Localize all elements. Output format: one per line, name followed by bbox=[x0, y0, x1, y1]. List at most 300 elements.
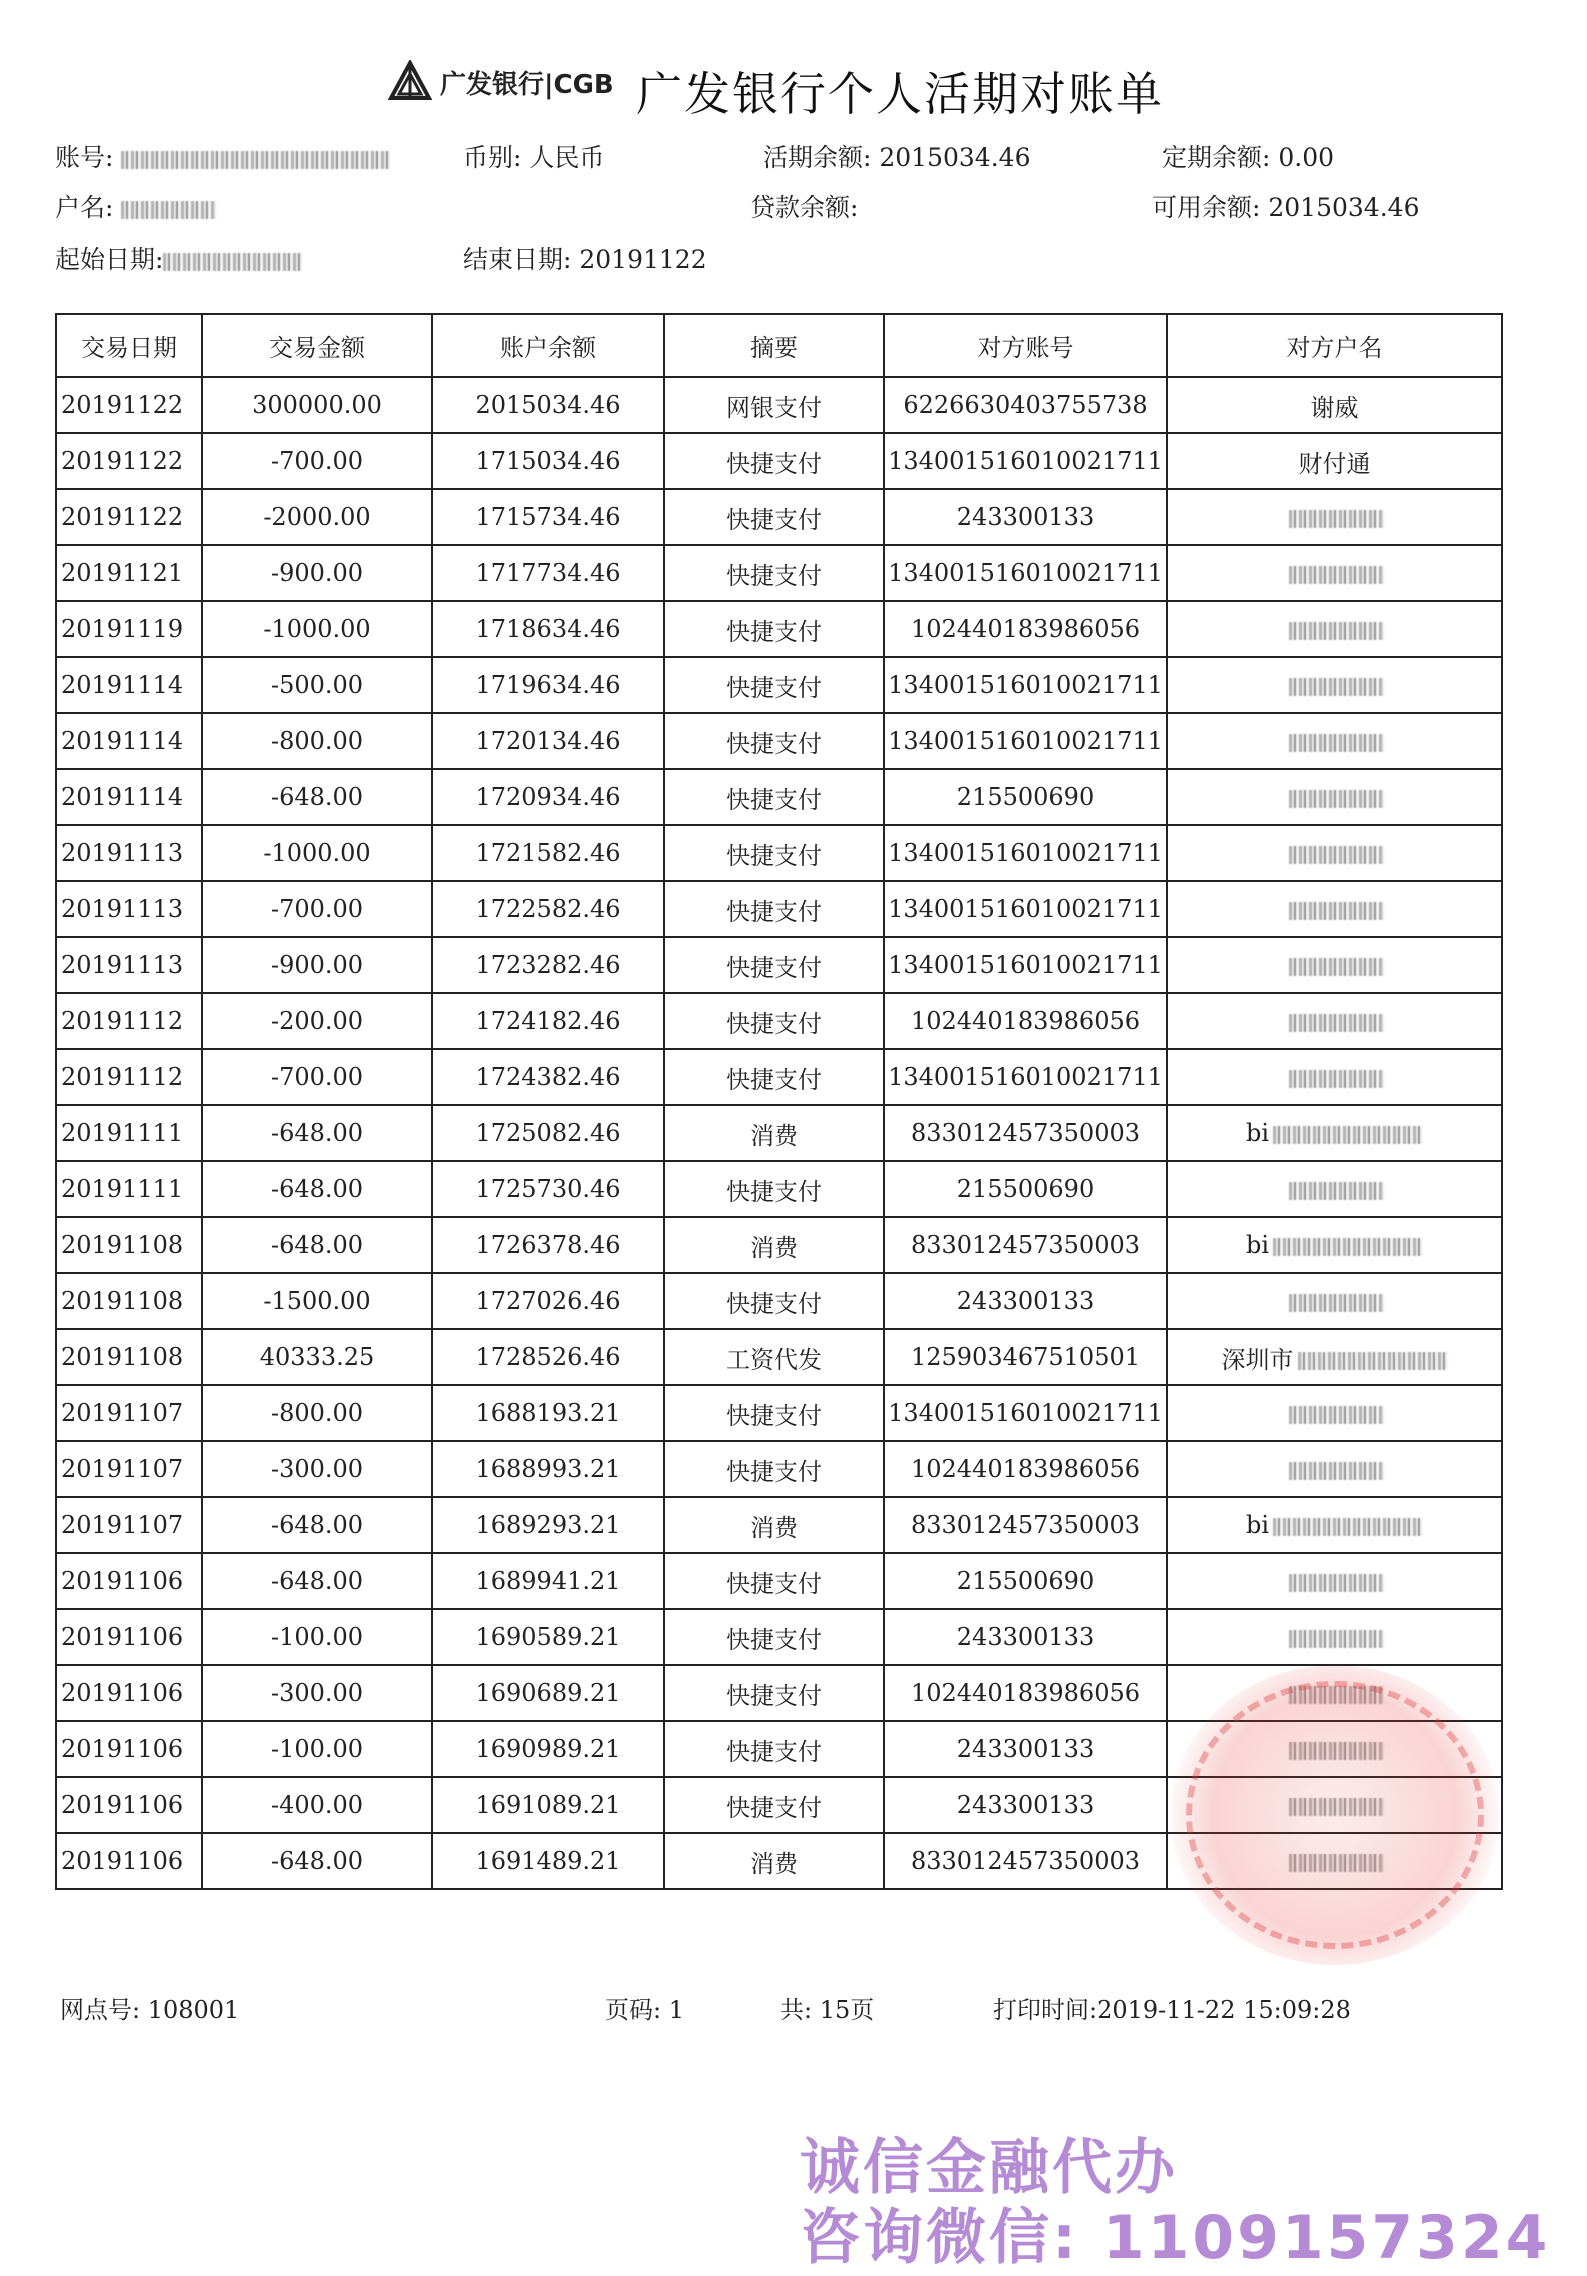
cell-counterparty-account bbox=[884, 1833, 1167, 1889]
cell-text: -1500.00 bbox=[263, 1287, 371, 1315]
redacted-counterparty bbox=[1273, 1518, 1423, 1536]
cell-text: -100.00 bbox=[270, 1623, 364, 1651]
table-row bbox=[56, 1161, 1502, 1217]
cell-text: 1728526.46 bbox=[475, 1343, 621, 1371]
cell-text: 20191107 bbox=[61, 1399, 184, 1427]
cell-text: 243300133 bbox=[956, 1791, 1095, 1819]
cell-text: 1722582.46 bbox=[475, 895, 621, 923]
table-row bbox=[56, 825, 1502, 881]
cell-balance bbox=[432, 713, 664, 769]
cell-date bbox=[56, 1273, 202, 1329]
cell-text: 工资代发 bbox=[726, 1345, 822, 1374]
cell-counterparty-account bbox=[884, 1777, 1167, 1833]
cell-text: 快捷支付 bbox=[726, 953, 822, 982]
cell-balance bbox=[432, 433, 664, 489]
cell-text: 快捷支付 bbox=[726, 561, 822, 590]
cell-text: 134001516010021711 bbox=[888, 839, 1163, 867]
cell-amount bbox=[202, 825, 432, 881]
cell-counterparty-account bbox=[884, 993, 1167, 1049]
cell-counterparty-account bbox=[884, 545, 1167, 601]
cell-date bbox=[56, 545, 202, 601]
cell-summary bbox=[664, 377, 884, 433]
cell-text: 20191119 bbox=[61, 615, 184, 643]
cell-balance bbox=[432, 1553, 664, 1609]
table-row bbox=[56, 937, 1502, 993]
cell-text: -648.00 bbox=[270, 783, 364, 811]
cell-summary bbox=[664, 1721, 884, 1777]
cell-text: 1727026.46 bbox=[475, 1287, 621, 1315]
cell-counterparty-account bbox=[884, 713, 1167, 769]
cell-counterparty-name bbox=[1167, 1721, 1502, 1777]
cell-date bbox=[56, 1161, 202, 1217]
table-body bbox=[56, 377, 1502, 1889]
cell-text: bi bbox=[1245, 1119, 1270, 1147]
cell-summary bbox=[664, 1105, 884, 1161]
cell-text: 1724182.46 bbox=[475, 1007, 621, 1035]
cell-amount bbox=[202, 713, 432, 769]
cell-balance bbox=[432, 1385, 664, 1441]
cell-text: 125903467510501 bbox=[910, 1343, 1141, 1371]
redacted-counterparty bbox=[1289, 1014, 1384, 1032]
cell-balance bbox=[432, 769, 664, 825]
cell-text: 1690989.21 bbox=[475, 1735, 621, 1763]
cell-text: -700.00 bbox=[270, 447, 364, 475]
cell-amount bbox=[202, 601, 432, 657]
cell-text: 1719634.46 bbox=[475, 671, 621, 699]
cell-text: 1690589.21 bbox=[475, 1623, 621, 1651]
table-row bbox=[56, 993, 1502, 1049]
cell-amount bbox=[202, 1553, 432, 1609]
cell-text: 1720134.46 bbox=[475, 727, 621, 755]
account-name: 户名: bbox=[55, 188, 216, 224]
cell-balance bbox=[432, 1777, 664, 1833]
cell-date bbox=[56, 601, 202, 657]
cell-counterparty-account bbox=[884, 1609, 1167, 1665]
cell-text: -648.00 bbox=[270, 1511, 364, 1539]
cell-text: 20191122 bbox=[61, 447, 184, 475]
redacted-name bbox=[121, 201, 216, 219]
end-date: 结束日期: 20191122 bbox=[463, 245, 707, 274]
cell-text: -200.00 bbox=[270, 1007, 364, 1035]
cell-text: 134001516010021711 bbox=[888, 951, 1163, 979]
cell-text: 20191113 bbox=[61, 951, 184, 979]
cell-counterparty-account bbox=[884, 825, 1167, 881]
cell-text: -900.00 bbox=[270, 559, 364, 587]
cell-summary bbox=[664, 489, 884, 545]
cell-text: -400.00 bbox=[270, 1791, 364, 1819]
cell-text: 243300133 bbox=[956, 1735, 1095, 1763]
cell-date bbox=[56, 1609, 202, 1665]
cell-date bbox=[56, 433, 202, 489]
cell-amount bbox=[202, 1497, 432, 1553]
cell-counterparty-name bbox=[1167, 937, 1502, 993]
cell-text: 20191107 bbox=[61, 1511, 184, 1539]
cell-text: 20191112 bbox=[61, 1063, 184, 1091]
cell-date bbox=[56, 1329, 202, 1385]
cell-text: 833012457350003 bbox=[910, 1511, 1141, 1539]
cell-text: 快捷支付 bbox=[726, 729, 822, 758]
cell-amount bbox=[202, 1329, 432, 1385]
cell-summary bbox=[664, 825, 884, 881]
cell-counterparty-name bbox=[1167, 1161, 1502, 1217]
table-row bbox=[56, 377, 1502, 433]
cell-date bbox=[56, 1049, 202, 1105]
cell-counterparty-name bbox=[1167, 1441, 1502, 1497]
redacted-counterparty bbox=[1289, 1630, 1384, 1648]
cell-amount bbox=[202, 1777, 432, 1833]
cell-summary bbox=[664, 1553, 884, 1609]
cell-summary bbox=[664, 1665, 884, 1721]
cell-text: 20191112 bbox=[61, 1007, 184, 1035]
cell-text: 快捷支付 bbox=[726, 1065, 822, 1094]
available-balance: 可用余额: 2015034.46 bbox=[1152, 193, 1420, 222]
cell-text: 20191121 bbox=[61, 559, 184, 587]
cell-text: 消费 bbox=[750, 1513, 798, 1542]
cell-text: 1720934.46 bbox=[475, 783, 621, 811]
cell-text: 300000.00 bbox=[252, 391, 382, 419]
table-row bbox=[56, 1385, 1502, 1441]
cell-text: -648.00 bbox=[270, 1847, 364, 1875]
loan-balance: 贷款余额: bbox=[750, 193, 859, 222]
cell-date bbox=[56, 993, 202, 1049]
cell-balance bbox=[432, 489, 664, 545]
cell-summary bbox=[664, 1441, 884, 1497]
cell-text: 快捷支付 bbox=[726, 897, 822, 926]
cell-counterparty-name bbox=[1167, 545, 1502, 601]
cell-text: 1723282.46 bbox=[475, 951, 621, 979]
cell-text: -648.00 bbox=[270, 1119, 364, 1147]
cell-balance bbox=[432, 1665, 664, 1721]
table-row bbox=[56, 489, 1502, 545]
cell-text: 快捷支付 bbox=[726, 1177, 822, 1206]
cell-text: 20191122 bbox=[61, 391, 184, 419]
cell-balance bbox=[432, 1721, 664, 1777]
currency: 币别: 人民币 bbox=[463, 143, 605, 172]
cell-summary bbox=[664, 1329, 884, 1385]
cell-amount bbox=[202, 1833, 432, 1889]
cell-text: 消费 bbox=[750, 1849, 798, 1878]
cell-date bbox=[56, 1833, 202, 1889]
cell-text: -2000.00 bbox=[263, 503, 371, 531]
cell-counterparty-name bbox=[1167, 881, 1502, 937]
cell-date bbox=[56, 1721, 202, 1777]
redacted-counterparty bbox=[1273, 1238, 1423, 1256]
cell-text: 102440183986056 bbox=[910, 1679, 1141, 1707]
cell-date bbox=[56, 1665, 202, 1721]
redacted-counterparty bbox=[1289, 678, 1384, 696]
cell-counterparty-account bbox=[884, 657, 1167, 713]
table-row bbox=[56, 1273, 1502, 1329]
cell-text: 243300133 bbox=[956, 503, 1095, 531]
cell-counterparty-name bbox=[1167, 657, 1502, 713]
cell-text: 20191108 bbox=[61, 1343, 184, 1371]
cell-counterparty-account bbox=[884, 1665, 1167, 1721]
cell-amount bbox=[202, 1217, 432, 1273]
cell-counterparty-name bbox=[1167, 489, 1502, 545]
cell-text: 1726378.46 bbox=[475, 1231, 621, 1259]
cell-text: 20191108 bbox=[61, 1231, 184, 1259]
cell-text: 快捷支付 bbox=[726, 505, 822, 534]
cell-amount bbox=[202, 545, 432, 601]
cell-counterparty-account bbox=[884, 1441, 1167, 1497]
cell-counterparty-account bbox=[884, 1217, 1167, 1273]
redacted-counterparty bbox=[1289, 510, 1384, 528]
cell-text: -500.00 bbox=[270, 671, 364, 699]
table-header-row bbox=[56, 314, 1502, 377]
cell-amount bbox=[202, 993, 432, 1049]
cell-balance bbox=[432, 1105, 664, 1161]
table-row bbox=[56, 545, 1502, 601]
table-row bbox=[56, 769, 1502, 825]
cell-text: -1000.00 bbox=[263, 839, 371, 867]
cell-balance bbox=[432, 937, 664, 993]
cell-balance bbox=[432, 881, 664, 937]
cell-summary bbox=[664, 601, 884, 657]
cell-summary bbox=[664, 1273, 884, 1329]
cell-text: 1721582.46 bbox=[475, 839, 621, 867]
redacted-counterparty bbox=[1289, 1462, 1384, 1480]
cell-text: 快捷支付 bbox=[726, 785, 822, 814]
table-row bbox=[56, 1553, 1502, 1609]
cell-text: 20191114 bbox=[61, 671, 184, 699]
cell-balance bbox=[432, 1833, 664, 1889]
watermark-line-1: 诚信金融代办 bbox=[800, 2133, 1178, 2203]
cell-amount bbox=[202, 1441, 432, 1497]
start-date: 起始日期: bbox=[55, 240, 303, 276]
cell-counterparty-name bbox=[1167, 1833, 1502, 1889]
cell-summary bbox=[664, 713, 884, 769]
cell-counterparty-name bbox=[1167, 1273, 1502, 1329]
cgb-logo-icon bbox=[388, 60, 432, 104]
cell-balance bbox=[432, 1329, 664, 1385]
cell-text: 20191111 bbox=[61, 1119, 184, 1147]
cell-text: 快捷支付 bbox=[726, 449, 822, 478]
cell-text: 快捷支付 bbox=[726, 1401, 822, 1430]
cell-counterparty-account bbox=[884, 489, 1167, 545]
cell-date bbox=[56, 881, 202, 937]
cell-date bbox=[56, 1441, 202, 1497]
cell-text: 102440183986056 bbox=[910, 1007, 1141, 1035]
redacted-counterparty bbox=[1289, 1854, 1384, 1872]
table-row bbox=[56, 1665, 1502, 1721]
cell-balance bbox=[432, 993, 664, 1049]
cell-summary bbox=[664, 657, 884, 713]
table-row bbox=[56, 713, 1502, 769]
cell-summary bbox=[664, 1385, 884, 1441]
cell-text: 215500690 bbox=[956, 1567, 1095, 1595]
cell-counterparty-account bbox=[884, 1497, 1167, 1553]
cell-text: 243300133 bbox=[956, 1287, 1095, 1315]
bank-logo bbox=[388, 60, 614, 104]
watermark-line-2: 咨询微信: 1109157324 bbox=[800, 2203, 1551, 2273]
table-row bbox=[56, 1777, 1502, 1833]
cell-date bbox=[56, 377, 202, 433]
cell-amount bbox=[202, 377, 432, 433]
cell-text: 215500690 bbox=[956, 783, 1095, 811]
header-amount: 交易金额 bbox=[202, 314, 432, 377]
cell-counterparty-account bbox=[884, 769, 1167, 825]
cell-text: 1689293.21 bbox=[475, 1511, 621, 1539]
cell-text: 2015034.46 bbox=[475, 391, 621, 419]
cell-counterparty-name bbox=[1167, 1777, 1502, 1833]
cell-text: 833012457350003 bbox=[910, 1847, 1141, 1875]
cell-text: 1715734.46 bbox=[475, 503, 621, 531]
redacted-counterparty bbox=[1289, 958, 1384, 976]
cell-date bbox=[56, 769, 202, 825]
cell-counterparty-account bbox=[884, 1329, 1167, 1385]
cell-balance bbox=[432, 1441, 664, 1497]
cell-date bbox=[56, 937, 202, 993]
print-time: 打印时间:2019-11-22 15:09:28 bbox=[993, 1996, 1351, 2024]
cell-balance bbox=[432, 1497, 664, 1553]
table-row bbox=[56, 1217, 1502, 1273]
cell-text: 20191106 bbox=[61, 1623, 184, 1651]
redacted-counterparty bbox=[1289, 622, 1384, 640]
cell-text: 134001516010021711 bbox=[888, 1063, 1163, 1091]
cell-text: 134001516010021711 bbox=[888, 447, 1163, 475]
cell-balance bbox=[432, 825, 664, 881]
cell-text: 6226630403755738 bbox=[903, 391, 1148, 419]
cell-counterparty-account bbox=[884, 377, 1167, 433]
cell-balance bbox=[432, 1217, 664, 1273]
cell-text: -648.00 bbox=[270, 1231, 364, 1259]
redacted-counterparty bbox=[1289, 734, 1384, 752]
cell-amount bbox=[202, 657, 432, 713]
cell-balance bbox=[432, 1609, 664, 1665]
cell-text: bi bbox=[1245, 1511, 1270, 1539]
cell-text: 1688993.21 bbox=[475, 1455, 621, 1483]
cell-text: 20191114 bbox=[61, 727, 184, 755]
cell-counterparty-name bbox=[1167, 993, 1502, 1049]
cell-counterparty-name bbox=[1167, 713, 1502, 769]
cell-text: 20191114 bbox=[61, 783, 184, 811]
cell-counterparty-account bbox=[884, 937, 1167, 993]
page-number: 页码: 1 bbox=[605, 1996, 684, 2024]
cell-text: 20191106 bbox=[61, 1679, 184, 1707]
redacted-counterparty bbox=[1289, 1294, 1384, 1312]
cell-text: 快捷支付 bbox=[726, 617, 822, 646]
cell-text: 快捷支付 bbox=[726, 1569, 822, 1598]
cell-counterparty-name bbox=[1167, 601, 1502, 657]
cell-text: -900.00 bbox=[270, 951, 364, 979]
table-row bbox=[56, 1105, 1502, 1161]
header-counterparty-name: 对方户名 bbox=[1167, 314, 1502, 377]
redacted-start-date bbox=[163, 253, 303, 271]
cell-text: -100.00 bbox=[270, 1735, 364, 1763]
cell-text: 1724382.46 bbox=[475, 1063, 621, 1091]
cell-summary bbox=[664, 433, 884, 489]
table-row bbox=[56, 881, 1502, 937]
cell-counterparty-name bbox=[1167, 1385, 1502, 1441]
table-row bbox=[56, 1497, 1502, 1553]
cell-text: 消费 bbox=[750, 1121, 798, 1150]
cell-text: 1725082.46 bbox=[475, 1119, 621, 1147]
cell-date bbox=[56, 1217, 202, 1273]
cell-balance bbox=[432, 377, 664, 433]
cell-text: 20191113 bbox=[61, 895, 184, 923]
cell-text: -648.00 bbox=[270, 1175, 364, 1203]
cell-text: 快捷支付 bbox=[726, 841, 822, 870]
cell-balance bbox=[432, 657, 664, 713]
cell-text: -300.00 bbox=[270, 1679, 364, 1707]
cell-summary bbox=[664, 1833, 884, 1889]
cell-amount bbox=[202, 881, 432, 937]
cell-amount bbox=[202, 433, 432, 489]
cell-text: 网银支付 bbox=[726, 393, 822, 422]
cell-counterparty-name bbox=[1167, 769, 1502, 825]
cell-text: 消费 bbox=[750, 1233, 798, 1262]
branch-number: 网点号: 108001 bbox=[60, 1996, 240, 2024]
cell-date bbox=[56, 825, 202, 881]
redacted-counterparty bbox=[1273, 1126, 1423, 1144]
cell-text: 20191107 bbox=[61, 1455, 184, 1483]
cell-text: 深圳市 bbox=[1221, 1345, 1294, 1374]
cell-summary bbox=[664, 545, 884, 601]
cell-text: 134001516010021711 bbox=[888, 727, 1163, 755]
cell-counterparty-account bbox=[884, 1385, 1167, 1441]
table-row bbox=[56, 1329, 1502, 1385]
cell-summary bbox=[664, 993, 884, 1049]
cell-counterparty-name bbox=[1167, 1217, 1502, 1273]
cell-summary bbox=[664, 1497, 884, 1553]
cell-text: 102440183986056 bbox=[910, 615, 1141, 643]
cell-counterparty-account bbox=[884, 1273, 1167, 1329]
cell-text: 134001516010021711 bbox=[888, 671, 1163, 699]
cell-counterparty-name bbox=[1167, 1497, 1502, 1553]
cell-summary bbox=[664, 1217, 884, 1273]
table-row bbox=[56, 1609, 1502, 1665]
cell-text: 215500690 bbox=[956, 1175, 1095, 1203]
cell-text: 20191106 bbox=[61, 1567, 184, 1595]
cell-text: 243300133 bbox=[956, 1623, 1095, 1651]
cell-date bbox=[56, 713, 202, 769]
table-row bbox=[56, 657, 1502, 713]
cell-date bbox=[56, 1105, 202, 1161]
cell-counterparty-name bbox=[1167, 1553, 1502, 1609]
redacted-counterparty bbox=[1289, 1070, 1384, 1088]
cell-amount bbox=[202, 1105, 432, 1161]
cell-counterparty-account bbox=[884, 1161, 1167, 1217]
cell-text: 134001516010021711 bbox=[888, 895, 1163, 923]
transaction-table bbox=[55, 313, 1503, 1890]
cell-summary bbox=[664, 881, 884, 937]
cell-counterparty-name bbox=[1167, 1609, 1502, 1665]
cell-text: 1688193.21 bbox=[475, 1399, 621, 1427]
redacted-counterparty bbox=[1289, 1686, 1384, 1704]
cell-text: 134001516010021711 bbox=[888, 559, 1163, 587]
cell-date bbox=[56, 1777, 202, 1833]
cell-balance bbox=[432, 1161, 664, 1217]
cell-text: -800.00 bbox=[270, 727, 364, 755]
cell-counterparty-name bbox=[1167, 825, 1502, 881]
table-row bbox=[56, 1441, 1502, 1497]
cell-amount bbox=[202, 1385, 432, 1441]
cell-text: 20191106 bbox=[61, 1791, 184, 1819]
cell-amount bbox=[202, 1665, 432, 1721]
cell-amount bbox=[202, 1049, 432, 1105]
cell-balance bbox=[432, 1049, 664, 1105]
cell-summary bbox=[664, 1609, 884, 1665]
fixed-balance: 定期余额: 0.00 bbox=[1162, 143, 1335, 172]
cell-text: 快捷支付 bbox=[726, 1289, 822, 1318]
cell-text: 快捷支付 bbox=[726, 1457, 822, 1486]
cell-counterparty-name bbox=[1167, 1665, 1502, 1721]
cell-date bbox=[56, 489, 202, 545]
cell-text: 833012457350003 bbox=[910, 1119, 1141, 1147]
cell-counterparty-account bbox=[884, 1049, 1167, 1105]
cell-amount bbox=[202, 937, 432, 993]
cell-balance bbox=[432, 1273, 664, 1329]
